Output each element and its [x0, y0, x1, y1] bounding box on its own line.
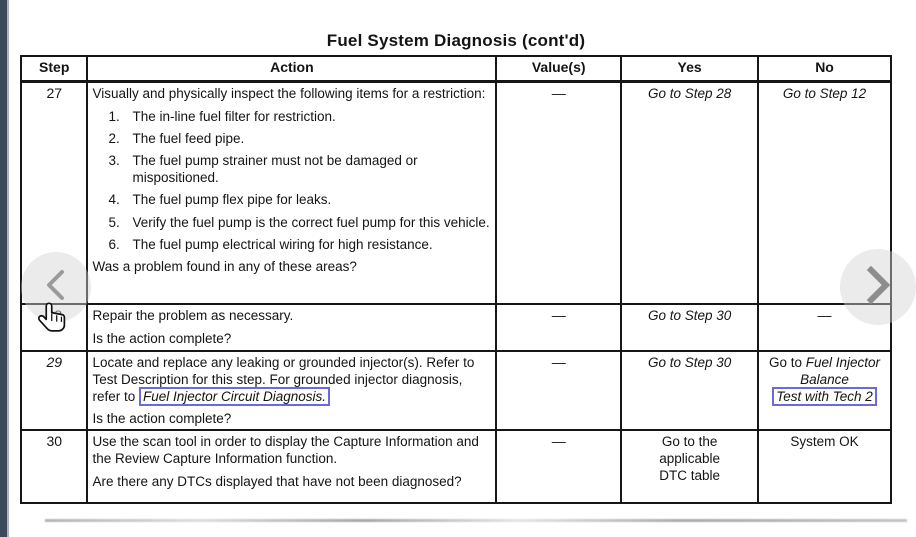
yes-cell: Go to Step 28	[621, 81, 758, 304]
no-cell: Go to Step 12	[758, 81, 891, 304]
table-row	[21, 81, 891, 304]
header-step: Step	[21, 56, 87, 81]
list-item-number: 1.	[108, 108, 120, 124]
list-item-text: The fuel feed pipe.	[132, 131, 245, 147]
table-row	[21, 351, 891, 431]
no-cell	[758, 351, 891, 431]
list-item-number: 2.	[108, 131, 120, 147]
table-row	[21, 430, 891, 503]
value-cell: —	[496, 304, 621, 350]
list-item-number: 6.	[108, 236, 120, 252]
action-question: Is the action complete?	[92, 410, 232, 426]
step-number: 29	[21, 351, 87, 431]
list-item-number: 3.	[108, 153, 120, 169]
list-item-number: 4.	[108, 192, 120, 208]
action-cell	[87, 351, 496, 431]
next-page-button[interactable]	[840, 249, 916, 325]
action-question: Are there any DTCs displayed that have not been diagnosed?	[92, 474, 462, 490]
yes-cell: Go to Step 30	[621, 304, 758, 350]
table-header-row	[21, 56, 891, 81]
value-cell: —	[496, 430, 621, 503]
step-number: 27	[21, 81, 87, 304]
list-item	[92, 108, 491, 125]
list-item-text: The fuel pump flex pipe for leaks.	[132, 192, 332, 208]
no-text: Go to	[768, 354, 806, 370]
action-cell	[87, 430, 496, 503]
list-item-text: The fuel pump electrical wiring for high resistance.	[132, 236, 433, 252]
action-text: Locate and replace any leaking or grounded injector(s). Refer to Test Description for this step. For grounded injector diagnosis, refer to	[92, 354, 475, 404]
test-with-tech2-link[interactable]: Test with Tech 2	[772, 387, 877, 406]
action-question: Is the action complete?	[92, 331, 232, 347]
action-line: Repair the problem as necessary.	[92, 308, 294, 324]
page-title: Fuel System Diagnosis (cont'd)	[326, 31, 586, 50]
action-question: Was a problem found in any of these areas?	[92, 258, 357, 274]
yes-cell	[621, 430, 758, 503]
action-cell	[87, 304, 496, 350]
value-cell: —	[496, 81, 621, 304]
header-values: Value(s)	[496, 56, 621, 81]
yes-cell: Go to Step 30	[621, 351, 758, 431]
no-cell: —	[758, 304, 891, 350]
scan-artifact-line	[45, 519, 907, 522]
step-number: 30	[21, 430, 87, 503]
table-row	[21, 304, 891, 350]
yes-text: Go to the applicable DTC table	[659, 434, 720, 484]
list-item	[92, 191, 491, 208]
fuel-injector-circuit-diagnosis-link[interactable]: Fuel Injector Circuit Diagnosis.	[139, 387, 330, 406]
list-item	[92, 152, 491, 186]
no-cell: System OK	[758, 430, 891, 503]
header-no: No	[758, 56, 891, 81]
chevron-right-icon	[862, 265, 894, 310]
list-item	[92, 214, 491, 231]
diagnosis-table	[20, 55, 892, 504]
no-reference-text: Fuel Injector Balance	[800, 354, 881, 387]
action-line: Use the scan tool in order to display the Capture Information and the Review Capture Information function.	[92, 434, 479, 467]
action-cell	[87, 81, 496, 304]
page-edge-bar-highlight	[7, 0, 9, 537]
header-yes: Yes	[621, 56, 758, 81]
list-item-text: The fuel pump strainer must not be damaged or mispositioned.	[132, 153, 418, 186]
value-cell: —	[496, 351, 621, 431]
list-item-text: The in-line fuel filter for restriction.	[132, 108, 336, 124]
action-paragraph	[92, 354, 491, 405]
list-item	[92, 236, 491, 253]
list-item	[92, 130, 491, 147]
hand-pointer-cursor-icon	[36, 301, 70, 339]
action-intro: Visually and physically inspect the following items for a restriction:	[92, 85, 486, 101]
list-item-number: 5.	[108, 214, 120, 230]
header-action: Action	[87, 56, 496, 81]
page-edge-bar	[0, 0, 7, 537]
list-item-text: Verify the fuel pump is the correct fuel pump for this vehicle.	[132, 214, 490, 230]
